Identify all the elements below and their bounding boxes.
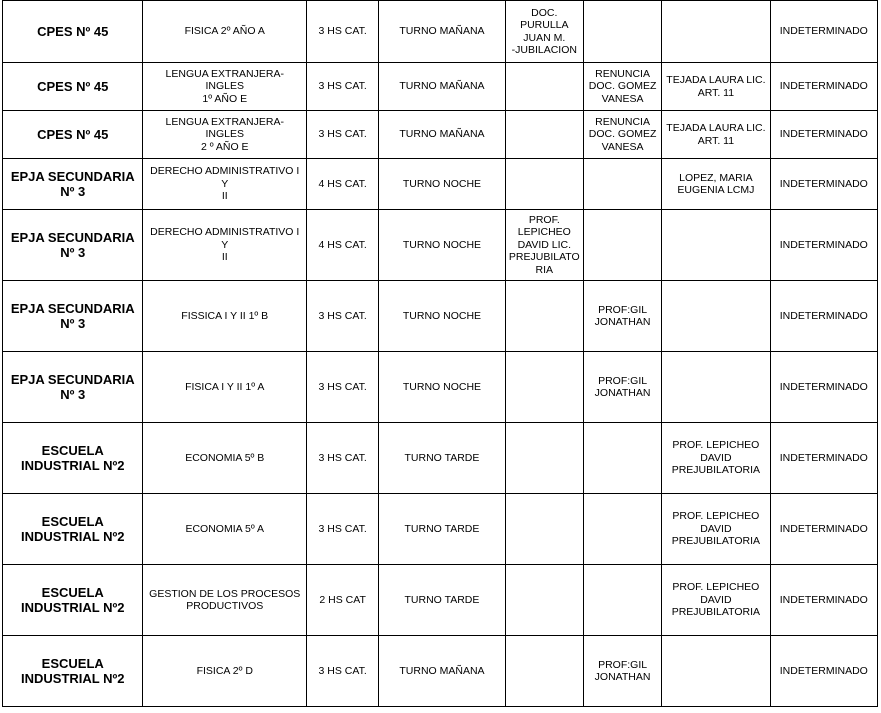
school-cell: EPJA SECUNDARIA Nº 3 xyxy=(3,281,143,352)
subject-cell: LENGUA EXTRANJERA- INGLES 2 º AÑO E xyxy=(143,111,307,159)
teacher-cell xyxy=(505,159,583,210)
vacancy-table xyxy=(2,0,878,707)
status-cell: INDETERMINADO xyxy=(770,111,877,159)
teacher-cell xyxy=(505,565,583,636)
table-row xyxy=(3,352,878,423)
teacher-cell: TEJADA LAURA LIC. ART. 11 xyxy=(662,63,770,111)
hours-cell: 4 HS CAT. xyxy=(307,159,379,210)
hours-cell: 4 HS CAT. xyxy=(307,210,379,281)
shift-cell: TURNO NOCHE xyxy=(379,352,505,423)
status-cell: INDETERMINADO xyxy=(770,63,877,111)
table-row xyxy=(3,565,878,636)
subject-cell: DERECHO ADMINISTRATIVO I Y II xyxy=(143,210,307,281)
subject-cell: FISICA I Y II 1º A xyxy=(143,352,307,423)
table-row xyxy=(3,1,878,63)
school-cell: ESCUELA INDUSTRIAL Nº2 xyxy=(3,423,143,494)
school-cell: ESCUELA INDUSTRIAL Nº2 xyxy=(3,565,143,636)
status-cell: INDETERMINADO xyxy=(770,210,877,281)
school-cell: EPJA SECUNDARIA Nº 3 xyxy=(3,210,143,281)
teacher-cell xyxy=(662,636,770,707)
teacher-cell xyxy=(583,1,661,63)
teacher-cell: PROF:GIL JONATHAN xyxy=(583,281,661,352)
status-cell: INDETERMINADO xyxy=(770,352,877,423)
school-cell: ESCUELA INDUSTRIAL Nº2 xyxy=(3,636,143,707)
teacher-cell: DOC. PURULLA JUAN M. -JUBILACION xyxy=(505,1,583,63)
teacher-cell xyxy=(583,159,661,210)
subject-cell: GESTION DE LOS PROCESOS PRODUCTIVOS xyxy=(143,565,307,636)
shift-cell: TURNO TARDE xyxy=(379,494,505,565)
teacher-cell xyxy=(505,281,583,352)
status-cell: INDETERMINADO xyxy=(770,159,877,210)
teacher-cell xyxy=(583,423,661,494)
teacher-cell xyxy=(583,565,661,636)
status-cell: INDETERMINADO xyxy=(770,281,877,352)
teacher-cell xyxy=(583,494,661,565)
status-cell: INDETERMINADO xyxy=(770,565,877,636)
school-cell: ESCUELA INDUSTRIAL Nº2 xyxy=(3,494,143,565)
school-cell: EPJA SECUNDARIA Nº 3 xyxy=(3,352,143,423)
hours-cell: 3 HS CAT. xyxy=(307,111,379,159)
school-cell: CPES Nº 45 xyxy=(3,63,143,111)
table-row xyxy=(3,111,878,159)
hours-cell: 3 HS CAT. xyxy=(307,423,379,494)
table-row xyxy=(3,494,878,565)
teacher-cell xyxy=(662,1,770,63)
status-cell: INDETERMINADO xyxy=(770,423,877,494)
shift-cell: TURNO MAÑANA xyxy=(379,1,505,63)
teacher-cell xyxy=(662,352,770,423)
status-cell: INDETERMINADO xyxy=(770,636,877,707)
teacher-cell xyxy=(505,423,583,494)
hours-cell: 3 HS CAT. xyxy=(307,1,379,63)
teacher-cell: PROF:GIL JONATHAN xyxy=(583,636,661,707)
hours-cell: 3 HS CAT. xyxy=(307,281,379,352)
shift-cell: TURNO MAÑANA xyxy=(379,63,505,111)
subject-cell: FISICA 2º D xyxy=(143,636,307,707)
shift-cell: TURNO TARDE xyxy=(379,423,505,494)
teacher-cell xyxy=(505,63,583,111)
teacher-cell: PROF. LEPICHEO DAVID LIC. PREJUBILATO RIA xyxy=(505,210,583,281)
teacher-cell xyxy=(505,636,583,707)
table-row xyxy=(3,210,878,281)
shift-cell: TURNO MAÑANA xyxy=(379,636,505,707)
school-cell: EPJA SECUNDARIA Nº 3 xyxy=(3,159,143,210)
teacher-cell: PROF. LEPICHEO DAVID PREJUBILATORIA xyxy=(662,565,770,636)
hours-cell: 2 HS CAT xyxy=(307,565,379,636)
teacher-cell: LOPEZ, MARIA EUGENIA LCMJ xyxy=(662,159,770,210)
hours-cell: 3 HS CAT. xyxy=(307,352,379,423)
subject-cell: FISSICA I Y II 1º B xyxy=(143,281,307,352)
teacher-cell xyxy=(505,494,583,565)
hours-cell: 3 HS CAT. xyxy=(307,494,379,565)
shift-cell: TURNO NOCHE xyxy=(379,281,505,352)
subject-cell: LENGUA EXTRANJERA- INGLES 1º AÑO E xyxy=(143,63,307,111)
shift-cell: TURNO MAÑANA xyxy=(379,111,505,159)
shift-cell: TURNO NOCHE xyxy=(379,210,505,281)
teacher-cell: PROF. LEPICHEO DAVID PREJUBILATORIA xyxy=(662,423,770,494)
hours-cell: 3 HS CAT. xyxy=(307,63,379,111)
hours-cell: 3 HS CAT. xyxy=(307,636,379,707)
school-cell: CPES Nº 45 xyxy=(3,1,143,63)
teacher-cell: RENUNCIA DOC. GOMEZ VANESA xyxy=(583,63,661,111)
subject-cell: ECONOMIA 5º A xyxy=(143,494,307,565)
teacher-cell xyxy=(583,210,661,281)
school-cell: CPES Nº 45 xyxy=(3,111,143,159)
teacher-cell: TEJADA LAURA LIC. ART. 11 xyxy=(662,111,770,159)
status-cell: INDETERMINADO xyxy=(770,494,877,565)
teacher-cell xyxy=(505,352,583,423)
table-row xyxy=(3,423,878,494)
table-row xyxy=(3,63,878,111)
teacher-cell xyxy=(662,210,770,281)
status-cell: INDETERMINADO xyxy=(770,1,877,63)
teacher-cell: RENUNCIA DOC. GOMEZ VANESA xyxy=(583,111,661,159)
subject-cell: DERECHO ADMINISTRATIVO I Y II xyxy=(143,159,307,210)
shift-cell: TURNO TARDE xyxy=(379,565,505,636)
subject-cell: FISICA 2º AÑO A xyxy=(143,1,307,63)
table-row xyxy=(3,159,878,210)
shift-cell: TURNO NOCHE xyxy=(379,159,505,210)
teacher-cell: PROF. LEPICHEO DAVID PREJUBILATORIA xyxy=(662,494,770,565)
teacher-cell xyxy=(505,111,583,159)
table-row xyxy=(3,281,878,352)
table-body xyxy=(3,1,878,707)
teacher-cell xyxy=(662,281,770,352)
table-row xyxy=(3,636,878,707)
subject-cell: ECONOMIA 5º B xyxy=(143,423,307,494)
teacher-cell: PROF:GIL JONATHAN xyxy=(583,352,661,423)
